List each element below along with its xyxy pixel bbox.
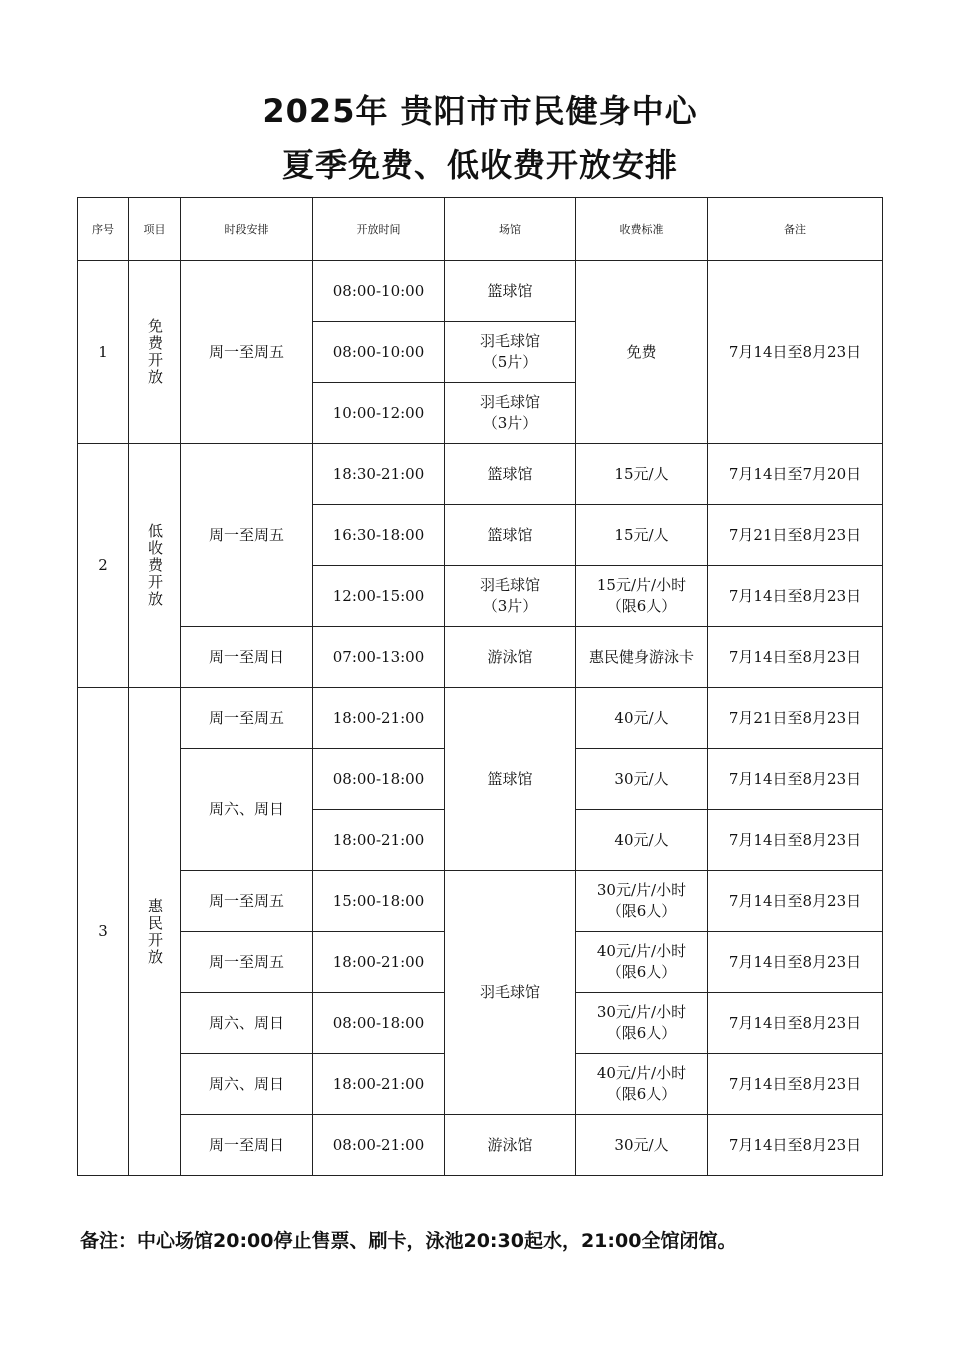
cell-venue: 篮球馆 bbox=[445, 261, 576, 322]
cell-remark: 7月14日至8月23日 bbox=[708, 871, 883, 932]
cell-fee bbox=[576, 871, 708, 932]
cell-venue: 篮球馆 bbox=[445, 505, 576, 566]
header-hours: 开放时间 bbox=[313, 198, 445, 261]
fee-limit: （限6人） bbox=[606, 1085, 677, 1103]
cell-period: 周六、周日 bbox=[181, 1054, 313, 1115]
fee-limit: （限6人） bbox=[606, 1024, 677, 1042]
cell-remark: 7月21日至8月23日 bbox=[708, 505, 883, 566]
cell-venue bbox=[445, 383, 576, 444]
fee-amount: 40元/片/小时 bbox=[596, 942, 687, 960]
cell-fee bbox=[576, 566, 708, 627]
cell-period: 周一至周五 bbox=[181, 261, 313, 444]
cell-remark: 7月14日至8月23日 bbox=[708, 1054, 883, 1115]
cell-remark: 7月14日至7月20日 bbox=[708, 444, 883, 505]
venue-courts: （5片） bbox=[482, 353, 538, 371]
table-header-row bbox=[78, 198, 883, 261]
cell-hours: 16:30-18:00 bbox=[313, 505, 445, 566]
table-row bbox=[78, 688, 883, 749]
cell-fee: 40元/人 bbox=[576, 810, 708, 871]
cell-venue: 篮球馆 bbox=[445, 688, 576, 871]
cell-remark: 7月14日至8月23日 bbox=[708, 261, 883, 444]
fee-amount: 15元/片/小时 bbox=[596, 576, 687, 594]
header-index: 序号 bbox=[78, 198, 129, 261]
cell-remark: 7月21日至8月23日 bbox=[708, 688, 883, 749]
cell-fee: 15元/人 bbox=[576, 505, 708, 566]
cell-remark: 7月14日至8月23日 bbox=[708, 993, 883, 1054]
cell-hours: 18:00-21:00 bbox=[313, 810, 445, 871]
header-remark: 备注 bbox=[708, 198, 883, 261]
cell-period: 周六、周日 bbox=[181, 993, 313, 1054]
cell-index: 3 bbox=[78, 688, 129, 1176]
cell-fee bbox=[576, 1054, 708, 1115]
cell-fee bbox=[576, 993, 708, 1054]
cell-period: 周六、周日 bbox=[181, 749, 313, 871]
footer-note: 备注：中心场馆20:00停止售票、刷卡，泳池20:30起水，21:00全馆闭馆。 bbox=[80, 1230, 737, 1252]
header-item: 项目 bbox=[129, 198, 181, 261]
cell-hours: 08:00-10:00 bbox=[313, 322, 445, 383]
table-row bbox=[78, 1115, 883, 1176]
cell-hours: 18:00-21:00 bbox=[313, 688, 445, 749]
cell-hours: 07:00-13:00 bbox=[313, 627, 445, 688]
fee-limit: （限6人） bbox=[606, 963, 677, 981]
cell-fee: 惠民健身游泳卡 bbox=[576, 627, 708, 688]
cell-remark: 7月14日至8月23日 bbox=[708, 749, 883, 810]
cell-item: 低收费开放 bbox=[129, 444, 181, 688]
cell-hours: 10:00-12:00 bbox=[313, 383, 445, 444]
cell-hours: 15:00-18:00 bbox=[313, 871, 445, 932]
cell-hours: 08:00-18:00 bbox=[313, 749, 445, 810]
cell-hours: 08:00-10:00 bbox=[313, 261, 445, 322]
cell-hours: 18:30-21:00 bbox=[313, 444, 445, 505]
venue-courts: （3片） bbox=[482, 597, 538, 615]
cell-period: 周一至周五 bbox=[181, 444, 313, 627]
header-fee: 收费标准 bbox=[576, 198, 708, 261]
page-title: 2025年 贵阳市市民健身中心 bbox=[262, 92, 698, 130]
cell-fee: 30元/人 bbox=[576, 749, 708, 810]
fee-amount: 40元/片/小时 bbox=[596, 1064, 687, 1082]
cell-venue: 羽毛球馆 bbox=[445, 871, 576, 1115]
cell-remark: 7月14日至8月23日 bbox=[708, 810, 883, 871]
header-venue: 场馆 bbox=[445, 198, 576, 261]
cell-hours: 08:00-18:00 bbox=[313, 993, 445, 1054]
table-row bbox=[78, 871, 883, 932]
cell-venue: 游泳馆 bbox=[445, 1115, 576, 1176]
cell-fee: 30元/人 bbox=[576, 1115, 708, 1176]
cell-period: 周一至周五 bbox=[181, 871, 313, 932]
fee-amount: 30元/片/小时 bbox=[596, 1003, 687, 1021]
cell-remark: 7月14日至8月23日 bbox=[708, 566, 883, 627]
cell-fee bbox=[576, 932, 708, 993]
page-subtitle: 夏季免费、低收费开放安排 bbox=[281, 146, 678, 184]
cell-remark: 7月14日至8月23日 bbox=[708, 1115, 883, 1176]
cell-item: 惠民开放 bbox=[129, 688, 181, 1176]
cell-item: 免费开放 bbox=[129, 261, 181, 444]
cell-hours: 18:00-21:00 bbox=[313, 1054, 445, 1115]
cell-fee: 免费 bbox=[576, 261, 708, 444]
fee-amount: 30元/片/小时 bbox=[596, 881, 687, 899]
header-period: 时段安排 bbox=[181, 198, 313, 261]
cell-venue bbox=[445, 566, 576, 627]
venue-courts: （3片） bbox=[482, 414, 538, 432]
cell-hours: 08:00-21:00 bbox=[313, 1115, 445, 1176]
table-row bbox=[78, 444, 883, 505]
cell-period: 周一至周五 bbox=[181, 932, 313, 993]
cell-remark: 7月14日至8月23日 bbox=[708, 627, 883, 688]
cell-index: 2 bbox=[78, 444, 129, 688]
cell-fee: 15元/人 bbox=[576, 444, 708, 505]
cell-period: 周一至周日 bbox=[181, 1115, 313, 1176]
cell-fee: 40元/人 bbox=[576, 688, 708, 749]
table-row bbox=[78, 627, 883, 688]
cell-venue: 篮球馆 bbox=[445, 444, 576, 505]
cell-venue: 游泳馆 bbox=[445, 627, 576, 688]
schedule-table bbox=[77, 197, 883, 1176]
cell-period: 周一至周五 bbox=[181, 688, 313, 749]
cell-period: 周一至周日 bbox=[181, 627, 313, 688]
cell-venue bbox=[445, 322, 576, 383]
table-row bbox=[78, 261, 883, 322]
cell-index: 1 bbox=[78, 261, 129, 444]
cell-hours: 18:00-21:00 bbox=[313, 932, 445, 993]
venue-name: 羽毛球馆 bbox=[479, 332, 540, 350]
fee-limit: （限6人） bbox=[606, 597, 677, 615]
venue-name: 羽毛球馆 bbox=[479, 576, 540, 594]
cell-hours: 12:00-15:00 bbox=[313, 566, 445, 627]
venue-name: 羽毛球馆 bbox=[479, 393, 540, 411]
cell-remark: 7月14日至8月23日 bbox=[708, 932, 883, 993]
fee-limit: （限6人） bbox=[606, 902, 677, 920]
